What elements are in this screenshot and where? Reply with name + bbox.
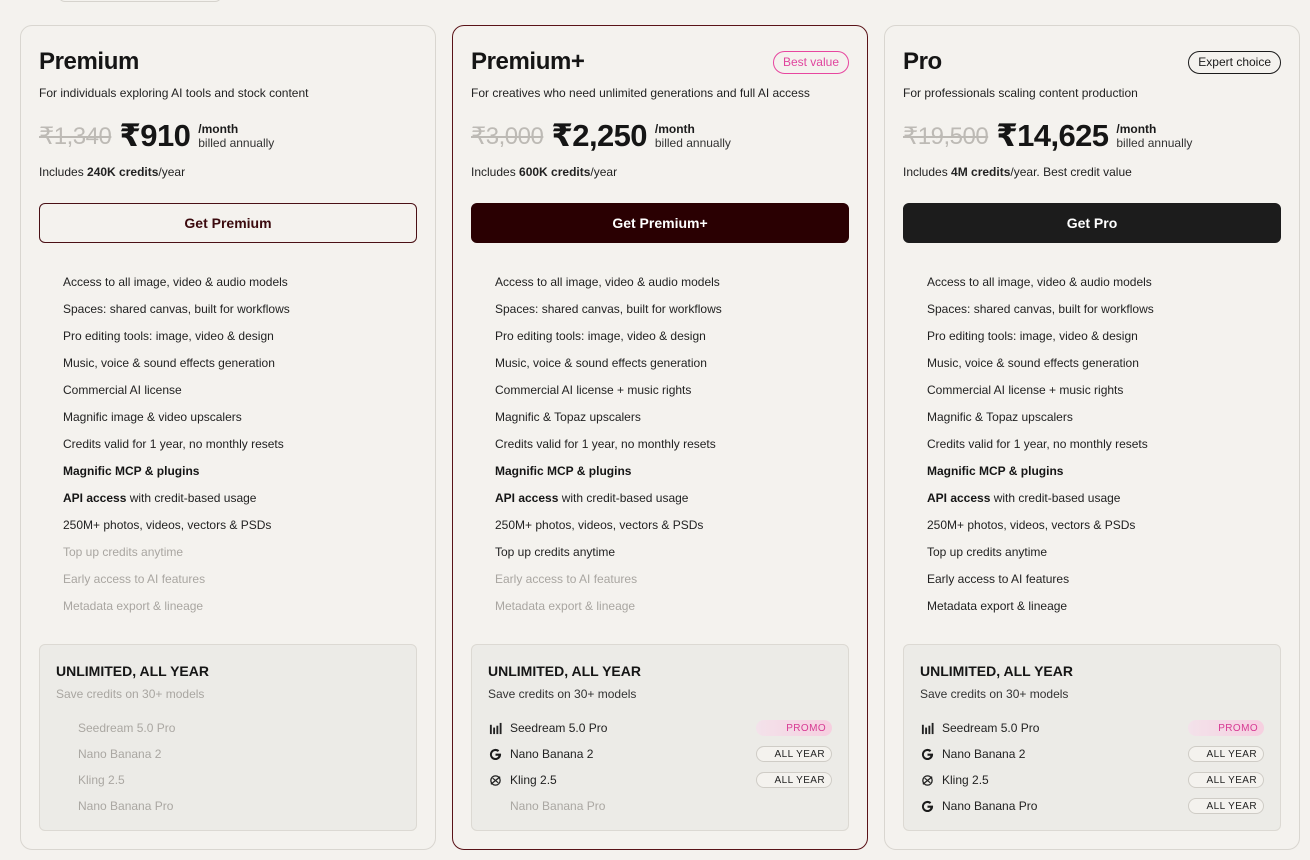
feature-item	[927, 379, 1154, 406]
model-name: Seedream 5.0 Pro	[942, 721, 1040, 735]
feature-text: Credits valid for 1 year, no monthly resets	[495, 437, 716, 451]
feature-text: Access to all image, video & audio models	[927, 275, 1152, 289]
credits-amount: 4M credits	[951, 165, 1011, 179]
model-name: Nano Banana Pro	[942, 799, 1038, 813]
feature-item	[63, 514, 290, 541]
feature-item	[927, 514, 1154, 541]
current-price: ₹14,625	[996, 118, 1109, 153]
credits-amount: 240K credits	[87, 165, 159, 179]
credits-prefix: Includes	[903, 165, 952, 179]
feature-text: Early access to AI features	[495, 572, 638, 586]
top-toggle-pill[interactable]	[58, 0, 222, 2]
feature-item	[63, 487, 290, 514]
credits-line	[471, 165, 617, 179]
promo-tag: PROMO	[1188, 720, 1264, 736]
model-name: Seedream 5.0 Pro	[78, 721, 176, 735]
feature-item	[927, 433, 1154, 460]
google-icon	[920, 799, 934, 813]
feature-item	[927, 568, 1154, 595]
unlimited-title: UNLIMITED, ALL YEAR	[920, 663, 1073, 679]
feature-text: Access to all image, video & audio models	[63, 275, 288, 289]
plan-description: For creatives who need unlimited generations and full AI access	[471, 86, 810, 100]
feature-text: 250M+ photos, videos, vectors & PSDs	[495, 518, 704, 532]
feature-text: Music, voice & sound effects generation	[495, 356, 707, 370]
feature-item	[927, 541, 1154, 568]
feature-text: Magnific & Topaz upscalers	[495, 410, 641, 424]
feature-item	[927, 325, 1154, 352]
feature-text: Top up credits anytime	[63, 545, 184, 559]
price-row	[903, 116, 1192, 156]
model-name: Nano Banana 2	[942, 747, 1026, 761]
plan-card-pro	[884, 25, 1300, 850]
billed-annually-label: billed annually	[1116, 136, 1193, 150]
feature-text: Early access to AI features	[63, 572, 206, 586]
feature-item	[495, 460, 722, 487]
credits-prefix: Includes	[471, 165, 520, 179]
feature-text: Access to all image, video & audio models	[495, 275, 720, 289]
model-item	[488, 715, 832, 741]
billed-annually-label: billed annually	[654, 136, 731, 150]
feature-text: Music, voice & sound effects generation	[927, 356, 1139, 370]
model-name: Kling 2.5	[510, 773, 557, 787]
credits-prefix: Includes	[39, 165, 88, 179]
credits-suffix: /year. Best credit value	[1010, 165, 1132, 179]
feature-text: with credit-based usage	[558, 491, 689, 505]
feature-item	[927, 487, 1154, 514]
feature-item	[63, 271, 290, 298]
model-item	[56, 793, 400, 819]
all-year-tag: ALL YEAR	[1188, 798, 1264, 814]
feature-item	[63, 541, 290, 568]
feature-item	[927, 460, 1154, 487]
feature-text: Spaces: shared canvas, built for workflows	[927, 302, 1154, 316]
old-price: ₹1,340	[39, 122, 112, 150]
get-pro-button[interactable]: Get Pro	[903, 203, 1281, 243]
model-item	[920, 767, 1264, 793]
feature-text: Metadata export & lineage	[63, 599, 204, 613]
kling-icon	[920, 773, 934, 787]
unlimited-panel	[471, 644, 849, 831]
feature-text: Credits valid for 1 year, no monthly resets	[927, 437, 1148, 451]
credits-suffix: /year	[590, 165, 618, 179]
billing-period	[1116, 122, 1192, 150]
bars-icon	[920, 721, 934, 735]
unlimited-panel	[903, 644, 1281, 831]
model-item	[920, 793, 1264, 819]
plan-card-premium	[20, 25, 436, 850]
feature-item	[495, 568, 722, 595]
feature-item	[63, 595, 290, 622]
feature-item	[495, 541, 722, 568]
feature-item	[63, 352, 290, 379]
unlimited-subtitle: Save credits on 30+ models	[488, 687, 637, 701]
best-value-badge: Best value	[773, 51, 849, 74]
price-row	[471, 116, 731, 156]
model-item	[920, 741, 1264, 767]
model-item	[56, 741, 400, 767]
feature-text: with credit-based usage	[126, 491, 257, 505]
feature-item	[495, 352, 722, 379]
feature-item	[495, 487, 722, 514]
feature-item	[63, 433, 290, 460]
feature-text: Spaces: shared canvas, built for workflows	[495, 302, 722, 316]
feature-text: 250M+ photos, videos, vectors & PSDs	[927, 518, 1136, 532]
model-name: Kling 2.5	[942, 773, 989, 787]
feature-list	[63, 271, 290, 622]
feature-list	[927, 271, 1154, 622]
feature-bold-text: Magnific MCP & plugins	[63, 464, 200, 478]
all-year-tag: ALL YEAR	[1188, 746, 1264, 762]
feature-text: Metadata export & lineage	[495, 599, 636, 613]
per-month-label: /month	[198, 122, 239, 136]
price-row	[39, 116, 274, 156]
plan-name: Pro	[903, 48, 942, 75]
feature-text: 250M+ photos, videos, vectors & PSDs	[63, 518, 272, 532]
credits-line	[39, 165, 185, 179]
feature-item	[495, 271, 722, 298]
feature-text: Early access to AI features	[927, 572, 1070, 586]
feature-text: Magnific & Topaz upscalers	[927, 410, 1073, 424]
credits-amount: 600K credits	[519, 165, 591, 179]
feature-text: Pro editing tools: image, video & design	[927, 329, 1138, 343]
credits-line	[903, 165, 1132, 179]
billing-period	[198, 122, 274, 150]
feature-text: Magnific image & video upscalers	[63, 410, 242, 424]
feature-text: Pro editing tools: image, video & design	[495, 329, 706, 343]
plan-description: For professionals scaling content production	[903, 86, 1138, 100]
feature-text: Commercial AI license	[63, 383, 182, 397]
billing-period	[655, 122, 731, 150]
model-name: Nano Banana 2	[78, 747, 162, 761]
plan-description: For individuals exploring AI tools and stock content	[39, 86, 309, 100]
all-year-tag: ALL YEAR	[1188, 772, 1264, 788]
get-premium-button[interactable]: Get Premium	[39, 203, 417, 243]
per-month-label: /month	[654, 122, 695, 136]
feature-item	[927, 298, 1154, 325]
plan-name: Premium+	[471, 48, 585, 75]
get-premium-plus-button[interactable]: Get Premium+	[471, 203, 849, 243]
model-name: Nano Banana Pro	[510, 799, 606, 813]
model-item	[56, 715, 400, 741]
feature-item	[927, 406, 1154, 433]
expert-choice-badge: Expert choice	[1188, 51, 1281, 74]
kling-icon	[488, 773, 502, 787]
feature-item	[927, 271, 1154, 298]
per-month-label: /month	[1116, 122, 1157, 136]
model-item	[488, 767, 832, 793]
feature-bold-text: API access	[495, 491, 559, 505]
feature-item	[63, 298, 290, 325]
feature-item	[927, 352, 1154, 379]
feature-list	[495, 271, 722, 622]
unlimited-panel	[39, 644, 417, 831]
feature-text: Top up credits anytime	[495, 545, 616, 559]
feature-item	[63, 406, 290, 433]
feature-text: Metadata export & lineage	[927, 599, 1068, 613]
feature-text: Credits valid for 1 year, no monthly resets	[63, 437, 284, 451]
current-price: ₹2,250	[551, 118, 647, 153]
feature-item	[495, 433, 722, 460]
all-year-tag: ALL YEAR	[756, 772, 832, 788]
model-item	[488, 741, 832, 767]
model-list	[488, 715, 832, 819]
billed-annually-label: billed annually	[198, 136, 275, 150]
unlimited-title: UNLIMITED, ALL YEAR	[56, 663, 209, 679]
feature-text: Top up credits anytime	[927, 545, 1048, 559]
google-icon	[920, 747, 934, 761]
feature-item	[495, 325, 722, 352]
feature-text: Commercial AI license + music rights	[495, 383, 692, 397]
feature-item	[63, 568, 290, 595]
model-item	[920, 715, 1264, 741]
feature-bold-text: API access	[63, 491, 127, 505]
promo-tag: PROMO	[756, 720, 832, 736]
feature-item	[63, 325, 290, 352]
model-name: Kling 2.5	[78, 773, 125, 787]
model-list	[56, 715, 400, 819]
feature-item	[63, 379, 290, 406]
feature-item	[63, 460, 290, 487]
model-list	[920, 715, 1264, 819]
feature-bold-text: Magnific MCP & plugins	[495, 464, 632, 478]
feature-text: Music, voice & sound effects generation	[63, 356, 275, 370]
feature-text: Spaces: shared canvas, built for workflows	[63, 302, 290, 316]
feature-item	[495, 298, 722, 325]
plan-name: Premium	[39, 48, 139, 75]
feature-item	[495, 595, 722, 622]
credits-suffix: /year	[158, 165, 186, 179]
feature-item	[927, 595, 1154, 622]
all-year-tag: ALL YEAR	[756, 746, 832, 762]
model-item	[56, 767, 400, 793]
feature-item	[495, 406, 722, 433]
unlimited-subtitle: Save credits on 30+ models	[920, 687, 1069, 701]
feature-text: Commercial AI license + music rights	[927, 383, 1124, 397]
unlimited-subtitle: Save credits on 30+ models	[56, 687, 205, 701]
current-price: ₹910	[119, 118, 191, 153]
feature-text: Pro editing tools: image, video & design	[63, 329, 274, 343]
model-name: Nano Banana Pro	[78, 799, 174, 813]
feature-text: with credit-based usage	[990, 491, 1121, 505]
feature-bold-text: Magnific MCP & plugins	[927, 464, 1064, 478]
old-price: ₹3,000	[471, 122, 544, 150]
unlimited-title: UNLIMITED, ALL YEAR	[488, 663, 641, 679]
model-item	[488, 793, 832, 819]
feature-bold-text: API access	[927, 491, 991, 505]
google-icon	[488, 747, 502, 761]
bars-icon	[488, 721, 502, 735]
feature-item	[495, 379, 722, 406]
feature-item	[495, 514, 722, 541]
model-name: Nano Banana 2	[510, 747, 594, 761]
model-name: Seedream 5.0 Pro	[510, 721, 608, 735]
plan-card-premium-plus	[452, 25, 868, 850]
old-price: ₹19,500	[903, 122, 989, 150]
